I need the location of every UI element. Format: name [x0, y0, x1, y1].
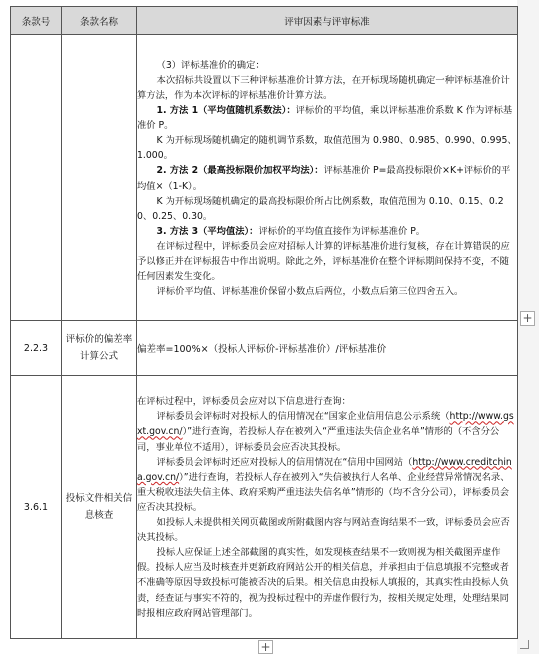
gsxt-url: http://www.gsxt.gov.cn/ — [137, 411, 514, 438]
method3-title: 3. 方法 3（平均值法）： — [156, 225, 259, 237]
add-column-plus-icon[interactable]: + — [258, 640, 273, 654]
deviation-formula: 偏差率=100%×（投标人评标价-评标基准价）/评标基准价 — [137, 321, 518, 376]
clause-no: 2.2.3 — [11, 321, 62, 376]
evaluation-criteria-table — [10, 6, 518, 639]
resize-handle-icon[interactable] — [520, 640, 529, 649]
cell-clause-no-empty — [11, 35, 62, 321]
table-row — [11, 376, 518, 639]
add-row-plus-icon[interactable]: + — [520, 311, 535, 326]
cell-benchmark-rules — [137, 35, 518, 321]
cell-clause-name-empty — [62, 35, 137, 321]
clause-no: 3.6.1 — [11, 376, 62, 639]
header-criteria: 评审因素与评审标准 — [137, 7, 518, 35]
method3-paragraph — [137, 224, 517, 239]
gsxt-text-b: ）”进行查询，若投标人存在被列入“严重违法失信企业名单”情形的（不含分公司，事业单位不适用），评标委员会应否决其投标。 — [137, 426, 500, 453]
method2-paragraph — [137, 163, 517, 193]
cell-info-verification — [137, 376, 518, 639]
table-header-row — [11, 7, 518, 35]
header-clause-no: 条款号 — [11, 7, 62, 35]
creditchina-url: http://www.creditchina.gov.cn/ — [137, 456, 512, 483]
benchmark-review-rule: 在评标过程中，评标委员会应对招标人计算的评标基准价进行复核，存在计算错误的应予以修正并在评标报告中作出说明。除此之外，评标基准价在整个评标期间保持不变，不随任何因素发生变化。 — [137, 240, 510, 283]
table-row — [11, 321, 518, 376]
method2-title: 2. 方法 2（最高投标限价加权平均法）： — [156, 165, 324, 177]
method3-text: 评标价的平均值直接作为评标基准价 P。 — [258, 225, 426, 237]
method1-k-range: K 为开标现场随机确定的随机调节系数，取值范围为 0.980、0.985、0.990、0.995、1.000。 — [137, 135, 517, 162]
verification-intro: 在评标过程中，评标委员会应对以下信息进行查询： — [137, 396, 351, 408]
creditchina-text-b: ）”进行查询，若投标人存在被列入“失信被执行人名单、企业经营异常情况名录、重大税收违法失信主体、政府采购严重违法失信名单”情形的（均不含分公司），评标委员会应否决其投标。 — [137, 471, 510, 513]
method1-paragraph — [137, 103, 517, 133]
rounding-rule: 评标价平均值、评标基准价保留小数点后两位，小数点后第三位四舍五入。 — [156, 286, 464, 298]
method1-text: 评标价的平均值，乘以评标基准价系数 K 作为评标基准价 P。 — [137, 105, 513, 132]
gsxt-text-a: 评标委员会评标时对投标人的信用情况在“国家企业信用信息公示系统（ — [156, 411, 450, 423]
creditchina-check-paragraph — [137, 455, 517, 515]
gsxt-check-paragraph — [137, 409, 517, 454]
method2-text: 评标基准价 P=最高投标限价×K+评标价的平均值×（1-K）。 — [137, 165, 511, 192]
screenshot-rule: 如投标人未提供相关网页截图或所附截图内容与网站查询结果不一致，评标委员会应否决其投标。 — [137, 517, 510, 544]
method1-title: 1. 方法 1（平均值随机系数法）： — [156, 105, 296, 117]
header-clause-name: 条款名称 — [62, 7, 137, 35]
benchmark-intro: 本次招标共设置以下三种评标基准价计算方法，在开标现场随机确定一种评标基准价计算方法，作为本次评标的评标基准价计算方法。 — [137, 74, 510, 101]
clause-name: 评标价的偏差率计算公式 — [62, 321, 137, 376]
clause-name: 投标文件相关信息核查 — [62, 376, 137, 639]
table-row — [11, 35, 518, 321]
creditchina-text-a: 评标委员会评标时还应对投标人的信用情况在“信用中国网站（ — [156, 456, 413, 468]
method2-k-range: K 为开标现场随机确定的最高投标限价所占比例系数，取值范围为 0.10、0.15、0.20、0.25、0.30。 — [137, 195, 504, 222]
authenticity-rule: 投标人应保证上述全部截图的真实性，如发现核查结果不一致则视为相关截图弄虚作假。投标人应当及时核查并更新政府网站公开的相关信息，并承担由于信息填报不完整或者不准确等原因导致投标可能被否决的后果。相关信息由投标人填报的，其真实性由投标人负责，经查证与事实不符的，视为投标过程中的弄虚作假行为，按相关规定处理，处理结果同时报相应政府网站管理部门。 — [137, 547, 509, 619]
benchmark-heading: （3）评标基准价的确定： — [156, 59, 265, 71]
